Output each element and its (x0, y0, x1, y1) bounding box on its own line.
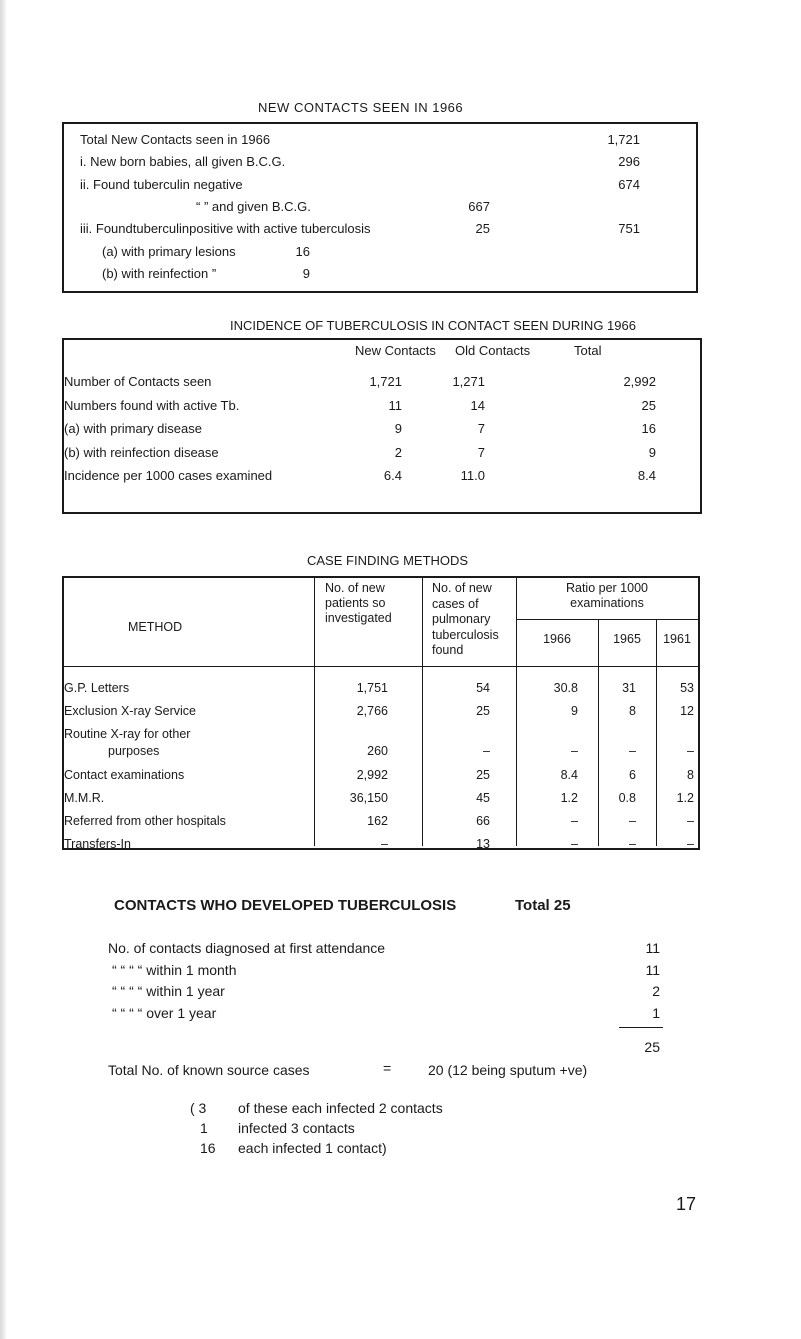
case-finding-cell: 9 (571, 704, 578, 719)
case-finding-cell: 45 (476, 790, 490, 805)
incidence-col-header: New Contacts (355, 343, 436, 358)
section4-total: Total 25 (515, 897, 571, 914)
case-finding-cell: 2,766 (356, 704, 388, 719)
incidence-row-label: Numbers found with active Tb. (64, 397, 240, 413)
case-finding-cell: – (571, 837, 578, 852)
year-header: 1961 (663, 632, 691, 646)
investigated-header: patients so (325, 596, 386, 610)
new-contacts-value: 296 (618, 154, 640, 170)
developed-tb-label: No. of contacts diagnosed at first attendance (108, 940, 386, 956)
method-label: G.P. Letters (64, 681, 130, 695)
developed-tb-value: 11 (645, 940, 660, 956)
grid-line (422, 578, 423, 846)
breakdown-count: 16 (200, 1140, 216, 1156)
new-contacts-label: Total New Contacts seen in 1966 (80, 132, 271, 147)
incidence-cell: 7 (477, 421, 485, 437)
case-finding-cell: 162 (367, 814, 388, 828)
new-contacts-sub-value: 9 (302, 265, 310, 281)
incidence-cell: 8.4 (637, 468, 656, 484)
incidence-cell: 9 (394, 421, 402, 437)
incidence-cell: 25 (641, 397, 656, 413)
incidence-cell: 6.4 (383, 468, 402, 484)
developed-tb-value: 11 (645, 961, 660, 978)
cases-header: pulmonary (432, 612, 491, 626)
method-label: Transfers-In (64, 837, 131, 852)
incidence-cell: 1,721 (369, 374, 402, 389)
method-header: METHOD (128, 620, 183, 634)
new-contacts-label: ii. Found tuberculin negative (80, 176, 243, 192)
case-finding-cell: 1,751 (356, 681, 388, 695)
incidence-col-header: Old Contacts (455, 343, 531, 358)
section1-title: NEW CONTACTS SEEN IN 1966 (258, 100, 464, 115)
ratio-header: examinations (570, 596, 644, 610)
case-finding-cell: 54 (476, 681, 490, 695)
incidence-cell: 7 (477, 444, 485, 460)
case-finding-cell: – (571, 814, 578, 828)
source-cases-equals: = (383, 1060, 392, 1076)
method-label: Exclusion X-ray Service (64, 704, 196, 719)
case-finding-cell: 1.2 (560, 790, 578, 805)
breakdown-text: of these each infected 2 contacts (238, 1100, 443, 1116)
grid-line (516, 619, 698, 620)
new-contacts-label: (a) with primary lesions (102, 243, 236, 259)
breakdown-text: each infected 1 contact) (238, 1140, 387, 1156)
case-finding-cell: 6 (629, 767, 636, 782)
case-finding-cell: 12 (680, 704, 694, 719)
incidence-col-header: Total (574, 343, 602, 358)
grid-line (314, 578, 315, 846)
case-finding-cell: – (381, 837, 388, 852)
case-finding-cell: – (687, 744, 694, 759)
case-finding-cell: 30.8 (553, 681, 578, 695)
incidence-cell: 2,992 (623, 374, 656, 389)
new-contacts-sub-value: 16 (295, 243, 310, 259)
case-finding-cell: 31 (622, 681, 636, 695)
breakdown-count: 1 (200, 1120, 208, 1136)
new-contacts-label: iii. Foundtuberculinpositive with active tuberculosis (80, 221, 371, 237)
year-header: 1965 (613, 632, 641, 646)
section4-title: CONTACTS WHO DEVELOPED TUBERCULOSIS (114, 897, 457, 914)
method-label: Contact examinations (64, 767, 185, 782)
incidence-cell: 1,271 (452, 374, 485, 389)
case-finding-cell: 8 (687, 767, 694, 782)
case-finding-cell: – (629, 837, 636, 852)
incidence-cell: 14 (470, 397, 485, 413)
method-label: M.M.R. (64, 790, 105, 805)
case-finding-cell: 1.2 (676, 790, 694, 805)
incidence-row-label: Incidence per 1000 cases examined (64, 468, 273, 484)
new-contacts-value: 674 (618, 176, 640, 192)
method-label: Routine X-ray for other (64, 727, 191, 742)
cases-header: found (432, 643, 464, 657)
cases-header: tuberculosis (432, 627, 499, 642)
scan-edge (0, 0, 6, 1339)
section3-title: CASE FINDING METHODS (307, 553, 469, 568)
source-cases-value: 20 (12 being sputum +ve) (428, 1062, 588, 1078)
new-contacts-label: “ ” and given B.C.G. (196, 198, 311, 214)
case-finding-cell: 0.8 (618, 790, 636, 805)
new-contacts-value: 1,721 (607, 132, 640, 147)
grid-line (656, 619, 657, 846)
new-contacts-sub-value: 25 (475, 221, 490, 237)
breakdown-count: ( 3 (190, 1100, 207, 1116)
developed-tb-label: “ “ “ “ over 1 year (112, 1004, 217, 1021)
case-finding-cell: 8 (629, 704, 636, 719)
developed-tb-label: “ “ “ “ within 1 month (112, 961, 237, 978)
case-finding-cell: 53 (680, 681, 694, 695)
case-finding-cell: – (687, 837, 694, 852)
case-finding-cell: 25 (476, 767, 490, 782)
case-finding-cell: 36,150 (349, 790, 388, 805)
incidence-row-label: (a) with primary disease (64, 421, 202, 437)
incidence-cell: 11 (388, 397, 402, 413)
developed-tb-value: 2 (652, 983, 660, 999)
sum-underline (619, 1027, 663, 1028)
case-finding-cell: – (629, 744, 636, 759)
incidence-row-label: Number of Contacts seen (64, 374, 212, 389)
source-cases-label: Total No. of known source cases (108, 1062, 310, 1078)
ratio-header: Ratio per 1000 (565, 581, 648, 595)
page-number: 17 (676, 1194, 697, 1214)
incidence-row-label: (b) with reinfection disease (64, 444, 219, 460)
case-finding-cell: 66 (476, 814, 490, 828)
grid-line (598, 619, 599, 846)
developed-tb-value: 1 (652, 1004, 660, 1021)
cases-header: cases of (432, 596, 479, 611)
cases-header: No. of new (432, 581, 492, 595)
developed-tb-sum: 25 (644, 1039, 660, 1055)
method-label: Referred from other hospitals (64, 814, 226, 828)
new-contacts-value: 751 (618, 221, 640, 237)
case-finding-cell: – (483, 744, 490, 759)
incidence-cell: 9 (648, 444, 656, 460)
case-finding-cell: 25 (476, 704, 490, 719)
case-finding-cell: – (629, 814, 636, 828)
incidence-cell: 11.0 (460, 468, 485, 484)
case-finding-cell: – (687, 814, 694, 828)
breakdown-text: infected 3 contacts (238, 1120, 355, 1136)
year-header: 1966 (543, 632, 571, 646)
new-contacts-label: i. New born babies, all given B.C.G. (80, 154, 286, 170)
method-label: purposes (108, 744, 160, 759)
section2-title: INCIDENCE OF TUBERCULOSIS IN CONTACT SEEN DURING 1966 (230, 318, 636, 333)
investigated-header: investigated (325, 611, 392, 625)
incidence-cell: 2 (394, 444, 402, 460)
investigated-header: No. of new (325, 581, 385, 595)
case-finding-cell: – (571, 744, 578, 759)
case-finding-cell: 2,992 (356, 767, 388, 782)
case-finding-cell: 8.4 (560, 767, 578, 782)
case-finding-cell: 13 (476, 837, 490, 852)
developed-tb-label: “ “ “ “ within 1 year (112, 983, 225, 999)
new-contacts-label: (b) with reinfection ” (102, 265, 217, 281)
case-finding-cell: 260 (367, 744, 388, 759)
incidence-cell: 16 (641, 421, 656, 437)
grid-line (64, 666, 698, 667)
new-contacts-sub-value: 667 (468, 198, 490, 214)
